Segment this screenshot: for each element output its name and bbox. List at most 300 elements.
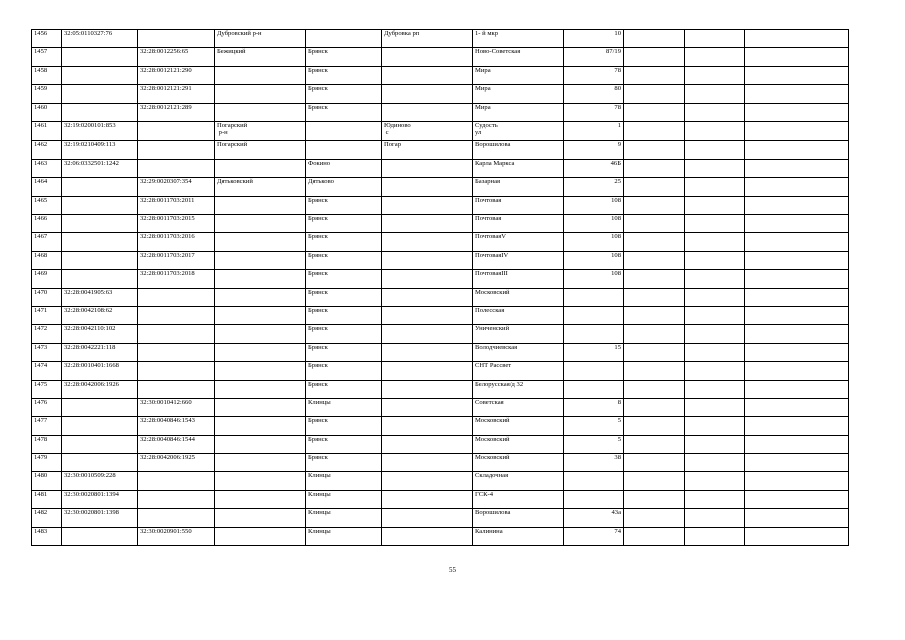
district-cell: Бежицкий xyxy=(215,48,306,66)
district-cell xyxy=(215,472,306,490)
table-row xyxy=(32,121,849,141)
district-cell: Дубровский р-н xyxy=(215,30,306,48)
extra-col-3-cell xyxy=(745,509,849,527)
settlement-cell xyxy=(382,178,473,196)
street-cell: Московский xyxy=(473,454,564,472)
extra-col-2-cell xyxy=(685,178,745,196)
extra-col-2-cell xyxy=(685,251,745,269)
cadastral-number-cell: 32:30:0020801:1398 xyxy=(62,509,138,527)
settlement-cell xyxy=(382,288,473,306)
city-cell: Брянск xyxy=(306,380,382,398)
cadastral-number-building-cell: 32:29:0020307:354 xyxy=(138,178,215,196)
district-cell xyxy=(215,251,306,269)
cadastral-number-cell: 32:28:0042221:118 xyxy=(62,343,138,361)
city-cell: Брянск xyxy=(306,66,382,84)
row-number-cell: 1470 xyxy=(32,288,62,306)
cadastral-number-building-cell: 32:30:0020901:550 xyxy=(138,527,215,545)
settlement-cell xyxy=(382,343,473,361)
district-cell xyxy=(215,325,306,343)
settlement-cell: Погар xyxy=(382,141,473,159)
table-row xyxy=(32,398,849,416)
house-number-cell: 108 xyxy=(564,233,624,251)
extra-col-2-cell xyxy=(685,490,745,508)
settlement-cell xyxy=(382,85,473,103)
extra-col-3-cell xyxy=(745,472,849,490)
city-cell: Фокино xyxy=(306,159,382,177)
table-row xyxy=(32,380,849,398)
extra-col-2-cell xyxy=(685,288,745,306)
street-cell: Судость ул xyxy=(473,121,564,141)
extra-col-1-cell xyxy=(624,178,685,196)
extra-col-3-cell xyxy=(745,398,849,416)
extra-col-3-cell xyxy=(745,251,849,269)
extra-col-3-cell xyxy=(745,178,849,196)
house-number-cell: 5 xyxy=(564,417,624,435)
street-cell: Мира xyxy=(473,103,564,121)
cadastral-number-building-cell: 32:28:0012121:289 xyxy=(138,103,215,121)
district-cell xyxy=(215,66,306,84)
cadastral-number-cell xyxy=(62,417,138,435)
cadastral-number-cell xyxy=(62,233,138,251)
street-cell: Ворошилова xyxy=(473,141,564,159)
table-row xyxy=(32,435,849,453)
house-number-cell: 15 xyxy=(564,343,624,361)
extra-col-3-cell xyxy=(745,141,849,159)
extra-col-1-cell xyxy=(624,270,685,288)
house-number-cell: 108 xyxy=(564,196,624,214)
city-cell: Клинцы xyxy=(306,509,382,527)
table-row xyxy=(32,362,849,380)
cadastral-number-building-cell xyxy=(138,30,215,48)
extra-col-2-cell xyxy=(685,325,745,343)
house-number-cell: 108 xyxy=(564,215,624,233)
settlement-cell xyxy=(382,103,473,121)
city-cell: Дятьково xyxy=(306,178,382,196)
district-cell xyxy=(215,362,306,380)
cadastral-number-cell: 32:05:0110327:76 xyxy=(62,30,138,48)
extra-col-2-cell xyxy=(685,121,745,141)
house-number-cell xyxy=(564,362,624,380)
cadastral-number-building-cell: 32:28:0011703:2011 xyxy=(138,196,215,214)
district-cell xyxy=(215,196,306,214)
row-number-cell: 1459 xyxy=(32,85,62,103)
settlement-cell xyxy=(382,48,473,66)
city-cell: Брянск xyxy=(306,362,382,380)
table-row xyxy=(32,48,849,66)
cadastral-number-building-cell: 32:28:0012256:65 xyxy=(138,48,215,66)
extra-col-1-cell xyxy=(624,30,685,48)
cadastral-number-cell xyxy=(62,270,138,288)
cadastral-number-cell: 32:28:0041905:63 xyxy=(62,288,138,306)
extra-col-3-cell xyxy=(745,417,849,435)
extra-col-2-cell xyxy=(685,527,745,545)
table-row xyxy=(32,159,849,177)
settlement-cell xyxy=(382,490,473,508)
extra-col-1-cell xyxy=(624,454,685,472)
cadastral-number-cell xyxy=(62,398,138,416)
extra-col-1-cell xyxy=(624,509,685,527)
row-number-cell: 1461 xyxy=(32,121,62,141)
row-number-cell: 1464 xyxy=(32,178,62,196)
city-cell: Брянск xyxy=(306,435,382,453)
cadastral-number-building-cell: 32:28:0011703:2016 xyxy=(138,233,215,251)
row-number-cell: 1471 xyxy=(32,306,62,324)
extra-col-1-cell xyxy=(624,380,685,398)
extra-col-2-cell xyxy=(685,472,745,490)
row-number-cell: 1481 xyxy=(32,490,62,508)
district-cell xyxy=(215,490,306,508)
extra-col-3-cell xyxy=(745,196,849,214)
cadastral-number-building-cell xyxy=(138,362,215,380)
extra-col-1-cell xyxy=(624,251,685,269)
house-number-cell: 9 xyxy=(564,141,624,159)
extra-col-3-cell xyxy=(745,343,849,361)
extra-col-3-cell xyxy=(745,159,849,177)
cadastral-number-cell xyxy=(62,196,138,214)
cadastral-number-cell: 32:30:0020801:1394 xyxy=(62,490,138,508)
house-number-cell xyxy=(564,288,624,306)
settlement-cell xyxy=(382,66,473,84)
cadastral-number-cell: 32:06:0332501:1242 xyxy=(62,159,138,177)
street-cell: Московский xyxy=(473,417,564,435)
row-number-cell: 1463 xyxy=(32,159,62,177)
city-cell: Клинцы xyxy=(306,527,382,545)
city-cell: Брянск xyxy=(306,215,382,233)
settlement-cell: Дубровка рп xyxy=(382,30,473,48)
cadastral-number-building-cell xyxy=(138,306,215,324)
street-cell: Калинина xyxy=(473,527,564,545)
extra-col-2-cell xyxy=(685,30,745,48)
house-number-cell xyxy=(564,472,624,490)
extra-col-2-cell xyxy=(685,417,745,435)
city-cell: Брянск xyxy=(306,270,382,288)
city-cell: Брянск xyxy=(306,306,382,324)
street-cell: Ново-Советская xyxy=(473,48,564,66)
cadastral-number-cell xyxy=(62,178,138,196)
settlement-cell xyxy=(382,509,473,527)
extra-col-1-cell xyxy=(624,306,685,324)
cadastral-number-building-cell xyxy=(138,325,215,343)
cadastral-number-building-cell xyxy=(138,159,215,177)
row-number-cell: 1482 xyxy=(32,509,62,527)
district-cell xyxy=(215,343,306,361)
city-cell: Брянск xyxy=(306,417,382,435)
cadastral-number-building-cell: 32:28:0012121:290 xyxy=(138,66,215,84)
street-cell: ГСК-4 xyxy=(473,490,564,508)
city-cell: Брянск xyxy=(306,48,382,66)
table-row xyxy=(32,454,849,472)
extra-col-2-cell xyxy=(685,306,745,324)
extra-col-1-cell xyxy=(624,196,685,214)
city-cell: Клинцы xyxy=(306,490,382,508)
street-cell: Володчиевская xyxy=(473,343,564,361)
extra-col-1-cell xyxy=(624,48,685,66)
street-cell: Почтовая xyxy=(473,215,564,233)
cadastral-number-building-cell: 32:28:0012121:291 xyxy=(138,85,215,103)
cadastral-number-cell: 32:19:0200101:853 xyxy=(62,121,138,141)
extra-col-2-cell xyxy=(685,48,745,66)
extra-col-3-cell xyxy=(745,30,849,48)
cadastral-number-cell: 32:28:0010401:1668 xyxy=(62,362,138,380)
table-row xyxy=(32,66,849,84)
settlement-cell xyxy=(382,196,473,214)
city-cell: Брянск xyxy=(306,85,382,103)
row-number-cell: 1466 xyxy=(32,215,62,233)
settlement-cell xyxy=(382,251,473,269)
cadastral-number-building-cell: 32:28:0040846:1544 xyxy=(138,435,215,453)
city-cell: Брянск xyxy=(306,454,382,472)
extra-col-3-cell xyxy=(745,362,849,380)
street-cell: Почтовая xyxy=(473,196,564,214)
house-number-cell xyxy=(564,306,624,324)
cadastral-number-cell xyxy=(62,66,138,84)
extra-col-2-cell xyxy=(685,435,745,453)
extra-col-1-cell xyxy=(624,527,685,545)
street-cell: ПочтоваяV xyxy=(473,233,564,251)
district-cell: Погарский xyxy=(215,141,306,159)
settlement-cell xyxy=(382,306,473,324)
cadastral-number-cell: 32:19:0210409:113 xyxy=(62,141,138,159)
table-row xyxy=(32,85,849,103)
street-cell: 1- й мкр xyxy=(473,30,564,48)
extra-col-1-cell xyxy=(624,103,685,121)
district-cell xyxy=(215,417,306,435)
cadastral-number-cell: 32:28:0042110:102 xyxy=(62,325,138,343)
cadastral-number-cell xyxy=(62,527,138,545)
city-cell: Клинцы xyxy=(306,472,382,490)
settlement-cell xyxy=(382,215,473,233)
extra-col-2-cell xyxy=(685,270,745,288)
street-cell: Мира xyxy=(473,85,564,103)
cadastral-number-cell xyxy=(62,103,138,121)
cadastral-number-building-cell xyxy=(138,509,215,527)
cadastral-number-building-cell xyxy=(138,380,215,398)
extra-col-2-cell xyxy=(685,454,745,472)
extra-col-2-cell xyxy=(685,509,745,527)
district-cell xyxy=(215,288,306,306)
extra-col-3-cell xyxy=(745,233,849,251)
street-cell: СНТ Рассвет xyxy=(473,362,564,380)
row-number-cell: 1468 xyxy=(32,251,62,269)
cadastral-number-cell: 32:28:0042006:1926 xyxy=(62,380,138,398)
city-cell: Брянск xyxy=(306,251,382,269)
city-cell: Брянск xyxy=(306,233,382,251)
city-cell: Брянск xyxy=(306,325,382,343)
row-number-cell: 1473 xyxy=(32,343,62,361)
extra-col-2-cell xyxy=(685,215,745,233)
extra-col-1-cell xyxy=(624,490,685,508)
settlement-cell xyxy=(382,159,473,177)
settlement-cell: Юдиново с xyxy=(382,121,473,141)
street-cell: Карла Маркса xyxy=(473,159,564,177)
street-cell: Белорусская/д 32 xyxy=(473,380,564,398)
table-row xyxy=(32,103,849,121)
settlement-cell xyxy=(382,435,473,453)
table-row xyxy=(32,325,849,343)
row-number-cell: 1483 xyxy=(32,527,62,545)
house-number-cell: 5 xyxy=(564,435,624,453)
house-number-cell: 25 xyxy=(564,178,624,196)
table-row xyxy=(32,288,849,306)
district-cell xyxy=(215,509,306,527)
district-cell xyxy=(215,233,306,251)
district-cell xyxy=(215,215,306,233)
extra-col-3-cell xyxy=(745,270,849,288)
extra-col-2-cell xyxy=(685,141,745,159)
settlement-cell xyxy=(382,417,473,435)
street-cell: Униченский xyxy=(473,325,564,343)
house-number-cell: 108 xyxy=(564,270,624,288)
extra-col-1-cell xyxy=(624,472,685,490)
row-number-cell: 1469 xyxy=(32,270,62,288)
cadastral-number-cell xyxy=(62,454,138,472)
house-number-cell: 46Б xyxy=(564,159,624,177)
house-number-cell: 74 xyxy=(564,527,624,545)
extra-col-2-cell xyxy=(685,343,745,361)
district-cell xyxy=(215,454,306,472)
extra-col-3-cell xyxy=(745,103,849,121)
table-row xyxy=(32,233,849,251)
page-number: 55 xyxy=(449,566,456,574)
house-number-cell xyxy=(564,325,624,343)
row-number-cell: 1460 xyxy=(32,103,62,121)
city-cell: Брянск xyxy=(306,343,382,361)
settlement-cell xyxy=(382,325,473,343)
row-number-cell: 1467 xyxy=(32,233,62,251)
table-row xyxy=(32,490,849,508)
extra-col-1-cell xyxy=(624,288,685,306)
district-cell: Погарский р-н xyxy=(215,121,306,141)
extra-col-1-cell xyxy=(624,362,685,380)
city-cell xyxy=(306,121,382,141)
cadastral-number-cell: 32:30:0010509:228 xyxy=(62,472,138,490)
cadastral-number-building-cell xyxy=(138,343,215,361)
street-cell: Мира xyxy=(473,66,564,84)
cadastral-number-building-cell xyxy=(138,472,215,490)
table-row xyxy=(32,30,849,48)
settlement-cell xyxy=(382,398,473,416)
extra-col-1-cell xyxy=(624,141,685,159)
extra-col-1-cell xyxy=(624,85,685,103)
extra-col-1-cell xyxy=(624,398,685,416)
house-number-cell: 78 xyxy=(564,103,624,121)
extra-col-2-cell xyxy=(685,380,745,398)
cadastral-number-building-cell: 32:28:0011703:2018 xyxy=(138,270,215,288)
district-cell xyxy=(215,85,306,103)
house-number-cell: 8 xyxy=(564,398,624,416)
cadastral-number-building-cell xyxy=(138,490,215,508)
district-cell xyxy=(215,527,306,545)
row-number-cell: 1458 xyxy=(32,66,62,84)
table-row xyxy=(32,306,849,324)
table-row xyxy=(32,270,849,288)
cadastral-number-building-cell: 32:28:0011703:2017 xyxy=(138,251,215,269)
table-row xyxy=(32,215,849,233)
extra-col-1-cell xyxy=(624,66,685,84)
district-cell xyxy=(215,103,306,121)
extra-col-2-cell xyxy=(685,196,745,214)
district-cell xyxy=(215,380,306,398)
extra-col-3-cell xyxy=(745,325,849,343)
house-number-cell: 87/19 xyxy=(564,48,624,66)
city-cell: Брянск xyxy=(306,196,382,214)
row-number-cell: 1475 xyxy=(32,380,62,398)
table-row xyxy=(32,417,849,435)
city-cell: Клинцы xyxy=(306,398,382,416)
registry-table xyxy=(31,29,849,546)
house-number-cell: 38 xyxy=(564,454,624,472)
street-cell: Полесская xyxy=(473,306,564,324)
house-number-cell: 78 xyxy=(564,66,624,84)
cadastral-number-cell xyxy=(62,435,138,453)
house-number-cell xyxy=(564,490,624,508)
extra-col-1-cell xyxy=(624,121,685,141)
district-cell xyxy=(215,398,306,416)
table-row xyxy=(32,527,849,545)
extra-col-3-cell xyxy=(745,490,849,508)
house-number-cell: 43а xyxy=(564,509,624,527)
street-cell: Складочная xyxy=(473,472,564,490)
district-cell: Дятьковский xyxy=(215,178,306,196)
settlement-cell xyxy=(382,362,473,380)
extra-col-2-cell xyxy=(685,233,745,251)
table-row xyxy=(32,343,849,361)
extra-col-3-cell xyxy=(745,85,849,103)
settlement-cell xyxy=(382,527,473,545)
extra-col-1-cell xyxy=(624,159,685,177)
house-number-cell: 80 xyxy=(564,85,624,103)
extra-col-1-cell xyxy=(624,215,685,233)
row-number-cell: 1472 xyxy=(32,325,62,343)
cadastral-number-building-cell xyxy=(138,288,215,306)
district-cell xyxy=(215,306,306,324)
extra-col-3-cell xyxy=(745,66,849,84)
extra-col-3-cell xyxy=(745,527,849,545)
extra-col-2-cell xyxy=(685,85,745,103)
row-number-cell: 1465 xyxy=(32,196,62,214)
row-number-cell: 1462 xyxy=(32,141,62,159)
extra-col-2-cell xyxy=(685,362,745,380)
row-number-cell: 1456 xyxy=(32,30,62,48)
cadastral-number-building-cell: 32:28:0011703:2015 xyxy=(138,215,215,233)
extra-col-3-cell xyxy=(745,288,849,306)
house-number-cell: 108 xyxy=(564,251,624,269)
city-cell xyxy=(306,30,382,48)
district-cell xyxy=(215,159,306,177)
cadastral-number-cell xyxy=(62,48,138,66)
cadastral-number-cell xyxy=(62,215,138,233)
extra-col-3-cell xyxy=(745,454,849,472)
house-number-cell: 1 xyxy=(564,121,624,141)
extra-col-1-cell xyxy=(624,435,685,453)
table-row xyxy=(32,141,849,159)
cadastral-number-building-cell: 32:30:0010412:660 xyxy=(138,398,215,416)
table-row xyxy=(32,178,849,196)
table-row xyxy=(32,472,849,490)
extra-col-3-cell xyxy=(745,435,849,453)
cadastral-number-cell xyxy=(62,251,138,269)
street-cell: Московский xyxy=(473,288,564,306)
row-number-cell: 1478 xyxy=(32,435,62,453)
extra-col-2-cell xyxy=(685,103,745,121)
extra-col-3-cell xyxy=(745,48,849,66)
row-number-cell: 1480 xyxy=(32,472,62,490)
street-cell: ПочтоваяIV xyxy=(473,251,564,269)
street-cell: ПочтоваяIII xyxy=(473,270,564,288)
city-cell: Брянск xyxy=(306,288,382,306)
street-cell: Базарная xyxy=(473,178,564,196)
row-number-cell: 1479 xyxy=(32,454,62,472)
